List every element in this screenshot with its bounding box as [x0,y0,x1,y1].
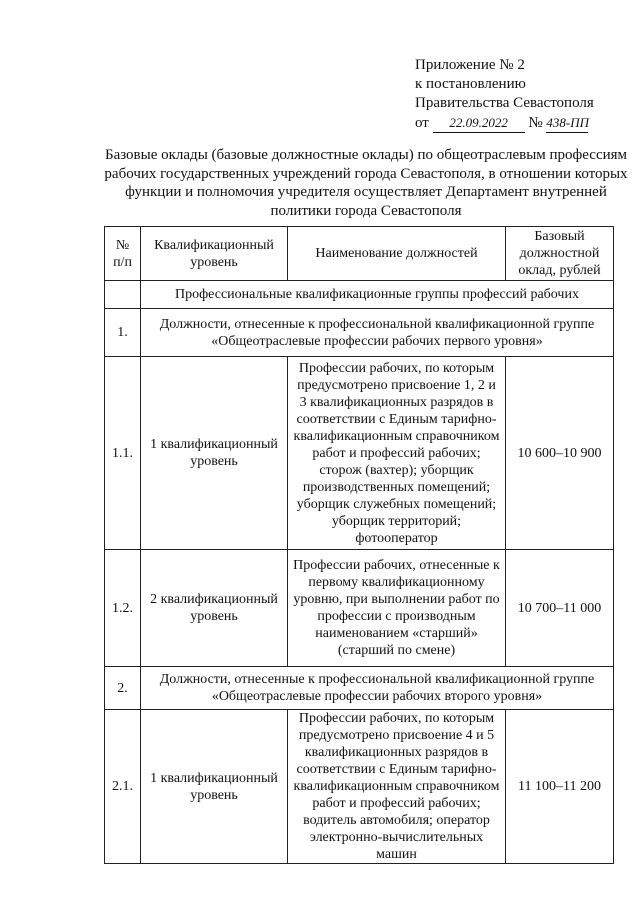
from-label: от [415,115,429,131]
section-row [105,281,614,309]
row-1-2-positions: Профессии рабочих, отнесенные к первому квалификационному уровню, при выполнении работ по профессии с производным наименованием «старший» (старший по смене) [288,550,506,667]
handwritten-date: 22.09.2022 [433,113,525,133]
row-1-2-salary: 10 700–11 000 [506,550,614,667]
group-2-title: Должности, отнесенные к профессиональной квалификационной группе «Общеотраслевые профессии рабочих второго уровня» [141,667,614,710]
appendix-line-2: к постановлению [415,76,526,92]
header-positions: Наименование должностей [288,227,506,281]
row-1-2-num: 1.2. [105,550,141,667]
row-2-1-salary: 11 100–11 200 [506,710,614,864]
header-num: № п/п [105,227,141,281]
header-level: Квалификационный уровень [141,227,288,281]
appendix-block [415,56,594,133]
row-1-2-level: 2 квалификационный уровень [141,550,288,667]
table-row [105,357,614,550]
appendix-date-line [415,113,594,133]
group-2-row [105,667,614,710]
group-1-row [105,309,614,357]
section-num-empty [105,281,141,309]
row-1-1-level: 1 квалификационный уровень [141,357,288,550]
appendix-line-3: Правительства Севастополя [415,95,594,111]
group-1-title: Должности, отнесенные к профессиональной квалификационной группе «Общеотраслевые профессии рабочих первого уровня» [141,309,614,357]
appendix-line-1: Приложение № 2 [415,57,525,73]
row-2-1-level: 1 квалификационный уровень [141,710,288,864]
salary-table [104,226,614,864]
row-1-1-num: 1.1. [105,357,141,550]
row-1-1-salary: 10 600–10 900 [506,357,614,550]
table-header-row [105,227,614,281]
row-1-1-positions: Профессии рабочих, по которым предусмотрено присвоение 1, 2 и 3 квалификационных разрядов в соответствии с Единым тарифно-квалификационным справочником работ и профессий рабочих; сторож (вахтер); уборщик производственных помещений; уборщик служебных помещений; уборщик территорий; фотооператор [288,357,506,550]
header-salary: Базовый должностной оклад, рублей [506,227,614,281]
table-row [105,710,614,864]
table-row [105,550,614,667]
document-title: Базовые оклады (базовые должностные оклады) по общеотраслевым профессиям рабочих государственных учреждений города Севастополя, в отношении которых функции и полномочия учредителя осуществляет Департамент внутренней политики города Севастополя [104,147,628,219]
row-2-1-num: 2.1. [105,710,141,864]
group-1-num: 1. [105,309,141,357]
number-label: № [528,115,543,131]
group-2-num: 2. [105,667,141,710]
row-2-1-positions: Профессии рабочих, по которым предусмотрено присвоение 4 и 5 квалификационных разрядов в соответствии с Единым тарифно-квалификационным справочником работ и профессий рабочих; водитель автомобиля; оператор электронно-вычислительных машин [288,710,506,864]
section-title: Профессиональные квалификационные группы профессий рабочих [141,281,614,309]
handwritten-number: 438-ПП [546,113,588,133]
